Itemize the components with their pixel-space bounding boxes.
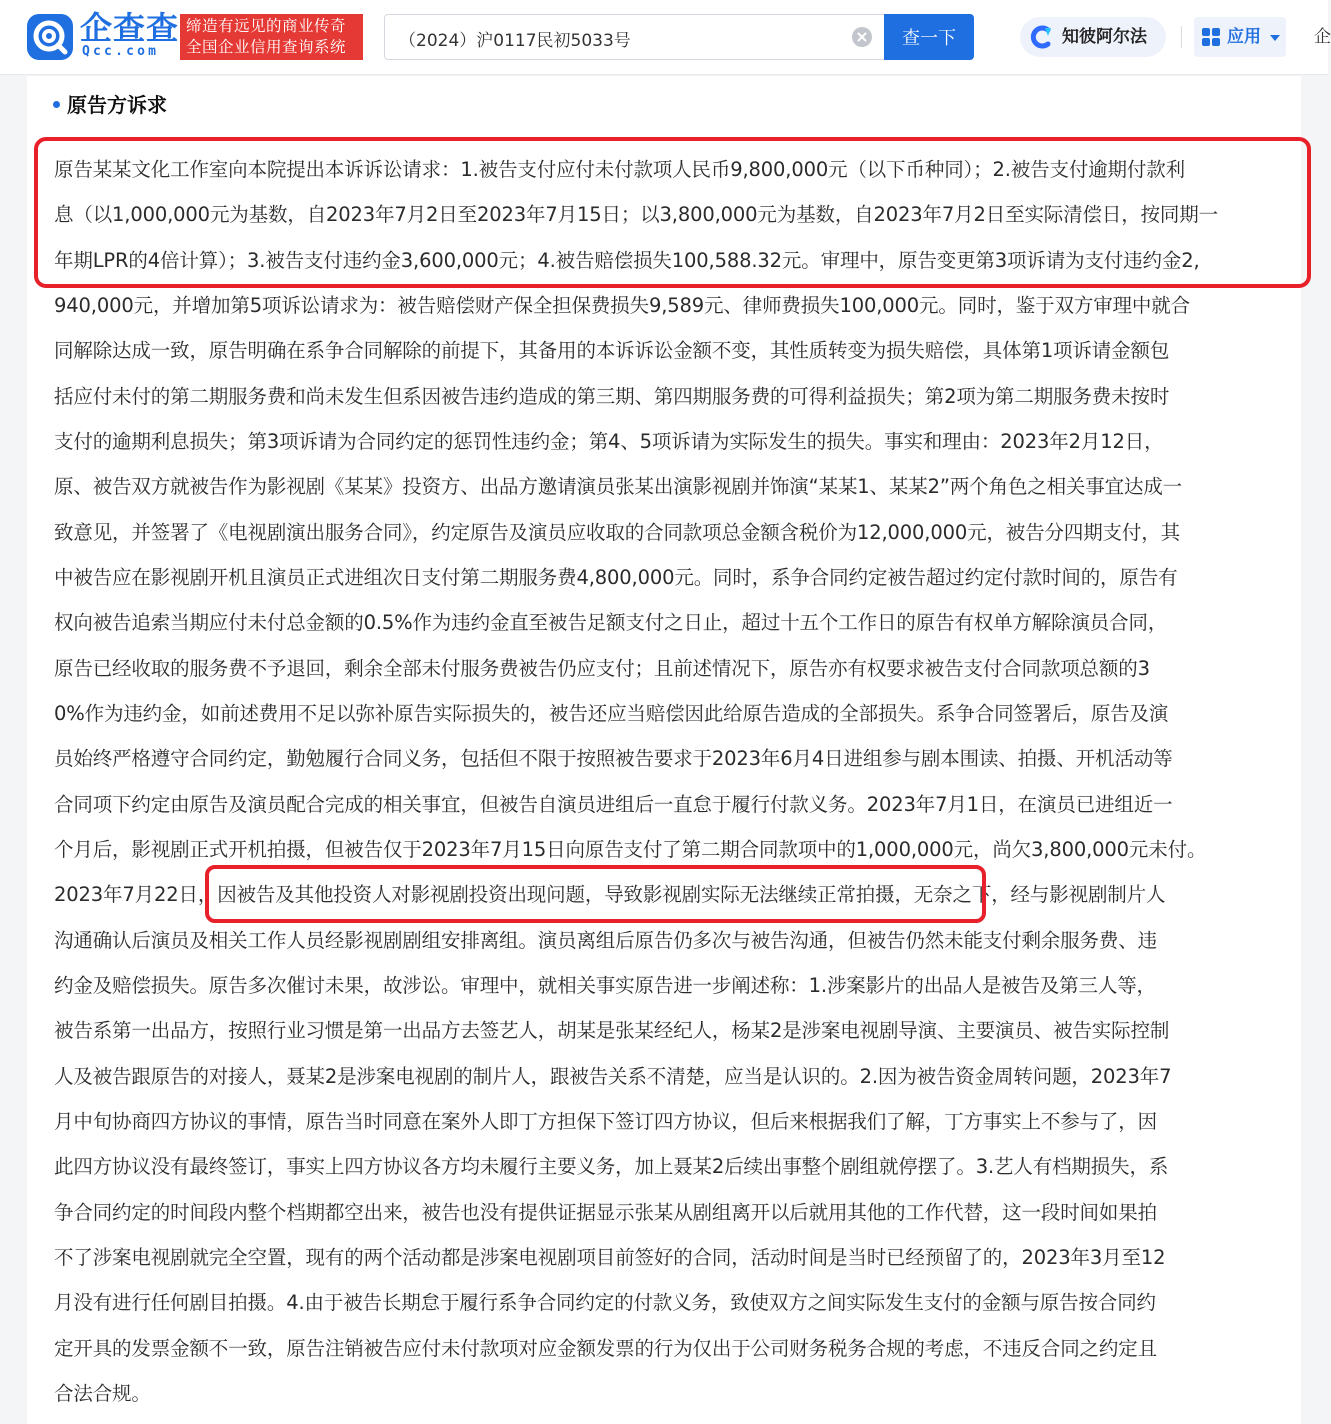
ai-logo-icon <box>1028 24 1054 50</box>
text-line: 被告系第一出品方，按照行业习惯是第一出品方去签艺人，胡某是张某经纪人，杨某2是涉案电视剧导演、主要演员、被告实际控制 <box>54 1019 1170 1043</box>
qcc-logo-icon[interactable] <box>27 14 73 60</box>
highlight-box-claims <box>34 137 1311 288</box>
ai-assistant-button[interactable] <box>1020 17 1166 57</box>
text-line: 个月后，影视剧正式开机拍摄，但被告仅于2023年7月15日向原告支付了第二期合同款项中的1,000,000元，尚欠3,800,000元未付。 <box>54 837 1207 861</box>
text-line: 年期LPR的4倍计算）；3.被告支付违约金3,600,000元；4.被告赔偿损失100,588.32元。审理中，原告变更第3项诉请为支付违约金2, <box>54 248 1200 272</box>
text-line: 月没有进行任何剧目拍摄。4.由于被告长期怠于履行系争合同约定的付款义务，致使双方之间实际发生支付的金额与原告按合同约 <box>54 1291 1156 1315</box>
text-line: 原告某某文化工作室向本院提出本诉诉讼请求：1.被告支付应付未付款项人民币9,800,000元（以下币种同）；2.被告支付逾期付款利 <box>54 158 1185 181</box>
text-line: 权向被告追索当期应付未付总金额的0.5%作为违约金直至被告足额支付之日止，超过十五个工作日的原告有权单方解除演员合同， <box>54 611 1168 635</box>
slogan-badge <box>180 14 363 60</box>
nav-divider <box>1181 26 1182 48</box>
ai-assistant-label: 知彼阿尔法 <box>1062 27 1147 47</box>
slogan-line-1: 缔造有远见的商业传奇 <box>186 17 347 35</box>
slogan-line-2: 全国企业信用查询系统 <box>186 38 347 56</box>
text-line: 员始终严格遵守合同约定，勤勉履行合同义务，包括但不限于按照被告要求于2023年6月4日进组参与剧本围读、拍摄、开机活动等 <box>54 747 1173 771</box>
text-line: 合同项下约定由原告及演员配合完成的相关事宜，但被告自演员进组后一直怠于履行付款义务。2023年7月1日，在演员已进组近一 <box>54 792 1173 816</box>
text-line: 约金及赔偿损失。原告多次催讨未果，故涉讼。审理中，就相关事实原告进一步阐述称：1.涉案影片的出品人是被告及第三人等， <box>54 973 1156 997</box>
text-line: 940,000元，并增加第5项诉讼请求为：被告赔偿财产保全担保费损失9,589元、律师费损失100,000元。同时，鉴于双方审理中就合 <box>54 293 1190 317</box>
text-line: 致意见，并签署了《电视剧演出服务合同》，约定原告及演员应收取的合同款项总金额含税价为12,000,000元，被告分四期支付，其 <box>54 520 1180 544</box>
text-line: 人及被告跟原告的对接人，聂某2是涉案电视剧的制片人，跟被告关系不清楚，应当是认识的。2.因为被告资金周转问题，2023年7 <box>54 1064 1172 1088</box>
search-input[interactable] <box>399 25 839 51</box>
text-line: 争合同约定的时间段内整个档期都空出来，被告也没有提供证据显示张某从剧组离开以后就用其他的工作代替，这一段时间如果拍 <box>54 1200 1157 1224</box>
text-line: 沟通确认后演员及相关工作人员经影视剧剧组安排离组。演员离组后原告仍多次与被告沟通，但被告仍然未能支付剩余服务费、违 <box>54 928 1157 952</box>
text-line: 息（以1,000,000元为基数，自2023年7月2日至2023年7月15日；以3,800,000元为基数，自2023年7月2日至实际清偿日，按同期一 <box>54 203 1218 227</box>
text-line: 括应付未付的第二期服务费和尚未发生但系因被告违约造成的第三期、第四期服务费的可得利益损失；第2项为第二期服务费未按时 <box>54 384 1170 408</box>
text-line: 不了涉案电视剧就完全空置，现有的两个活动都是涉案电视剧项目前签好的合同，活动时间是当时已经预留了的，2023年3月至12 <box>54 1245 1166 1269</box>
apps-grid-icon <box>1202 28 1220 46</box>
search-button[interactable]: 查一下 <box>884 14 974 60</box>
text-line: 此四方协议没有最终签订，事实上四方协议各方均未履行主要义务，加上聂某2后续出事整个剧组就停摆了。3.艺人有档期损失，系 <box>54 1155 1169 1179</box>
text-line: 2023年7月22日，因被告及其他投资人对影视剧投资出现问题，导致影视剧实际无法继续正常拍摄，无奈之下，经与影视剧制片人 <box>54 883 1166 907</box>
text-line: 0%作为违约金，如前述费用不足以弥补原告实际损失的，被告还应当赔偿因此给原告造成的全部损失。系争合同签署后，原告及演 <box>54 701 1169 725</box>
text-line: 定开具的发票金额不一致，原告注销被告应付未付款项对应金额发票的行为仅出于公司财务税务合规的考虑，不违反合同之约定且 <box>54 1336 1157 1360</box>
brand-domain: Qcc.com <box>82 44 160 59</box>
brand-name[interactable]: 企查查 <box>80 9 180 47</box>
text-line: 原、被告双方就被告作为影视剧《某某》投资方、出品方邀请演员张某出演影视剧并饰演“某某1、某某2”两个角色之相关事宜达成一 <box>54 475 1183 499</box>
enterprise-menu-partial[interactable]: 企 <box>1314 27 1331 47</box>
text-line: 月中旬协商四方协议的事情，原告当时同意在案外人即丁方担保下签订四方协议，但后来根据我们了解，丁方事实上不参与了，因 <box>54 1109 1157 1133</box>
text-line: 原告已经收取的服务费不予退回，剩余全部未付服务费被告仍应支付；且前述情况下，原告亦有权要求被告支付合同款项总额的3 <box>54 656 1150 680</box>
apps-label: 应用 <box>1227 27 1261 47</box>
section-title: 原告方诉求 <box>67 93 167 117</box>
text-line: 同解除达成一致，原告明确在系争合同解除的前提下，其备用的本诉诉讼金额不变，其性质转变为损失赔偿，具体第1项诉请金额包 <box>54 339 1170 363</box>
search-box <box>384 14 884 60</box>
top-navigation-bar <box>0 0 1331 75</box>
plaintiff-claims-text <box>54 147 1290 1416</box>
chevron-down-icon <box>1270 35 1280 41</box>
text-line: 合法合规。 <box>54 1381 151 1405</box>
text-line: 中被告应在影视剧开机且演员正式进组次日支付第二期服务费4,800,000元。同时，系争合同约定被告超过约定付款时间的，原告有 <box>54 565 1178 589</box>
clear-icon[interactable] <box>852 27 872 47</box>
text-line: 支付的逾期利息损失；第3项诉请为合同约定的惩罚性违约金；第4、5项诉请为实际发生的损失。事实和理由：2023年2月12日， <box>54 429 1164 453</box>
section-bullet <box>53 101 60 108</box>
highlight-box-investment-problem <box>205 865 986 923</box>
apps-menu-button[interactable] <box>1194 17 1286 57</box>
